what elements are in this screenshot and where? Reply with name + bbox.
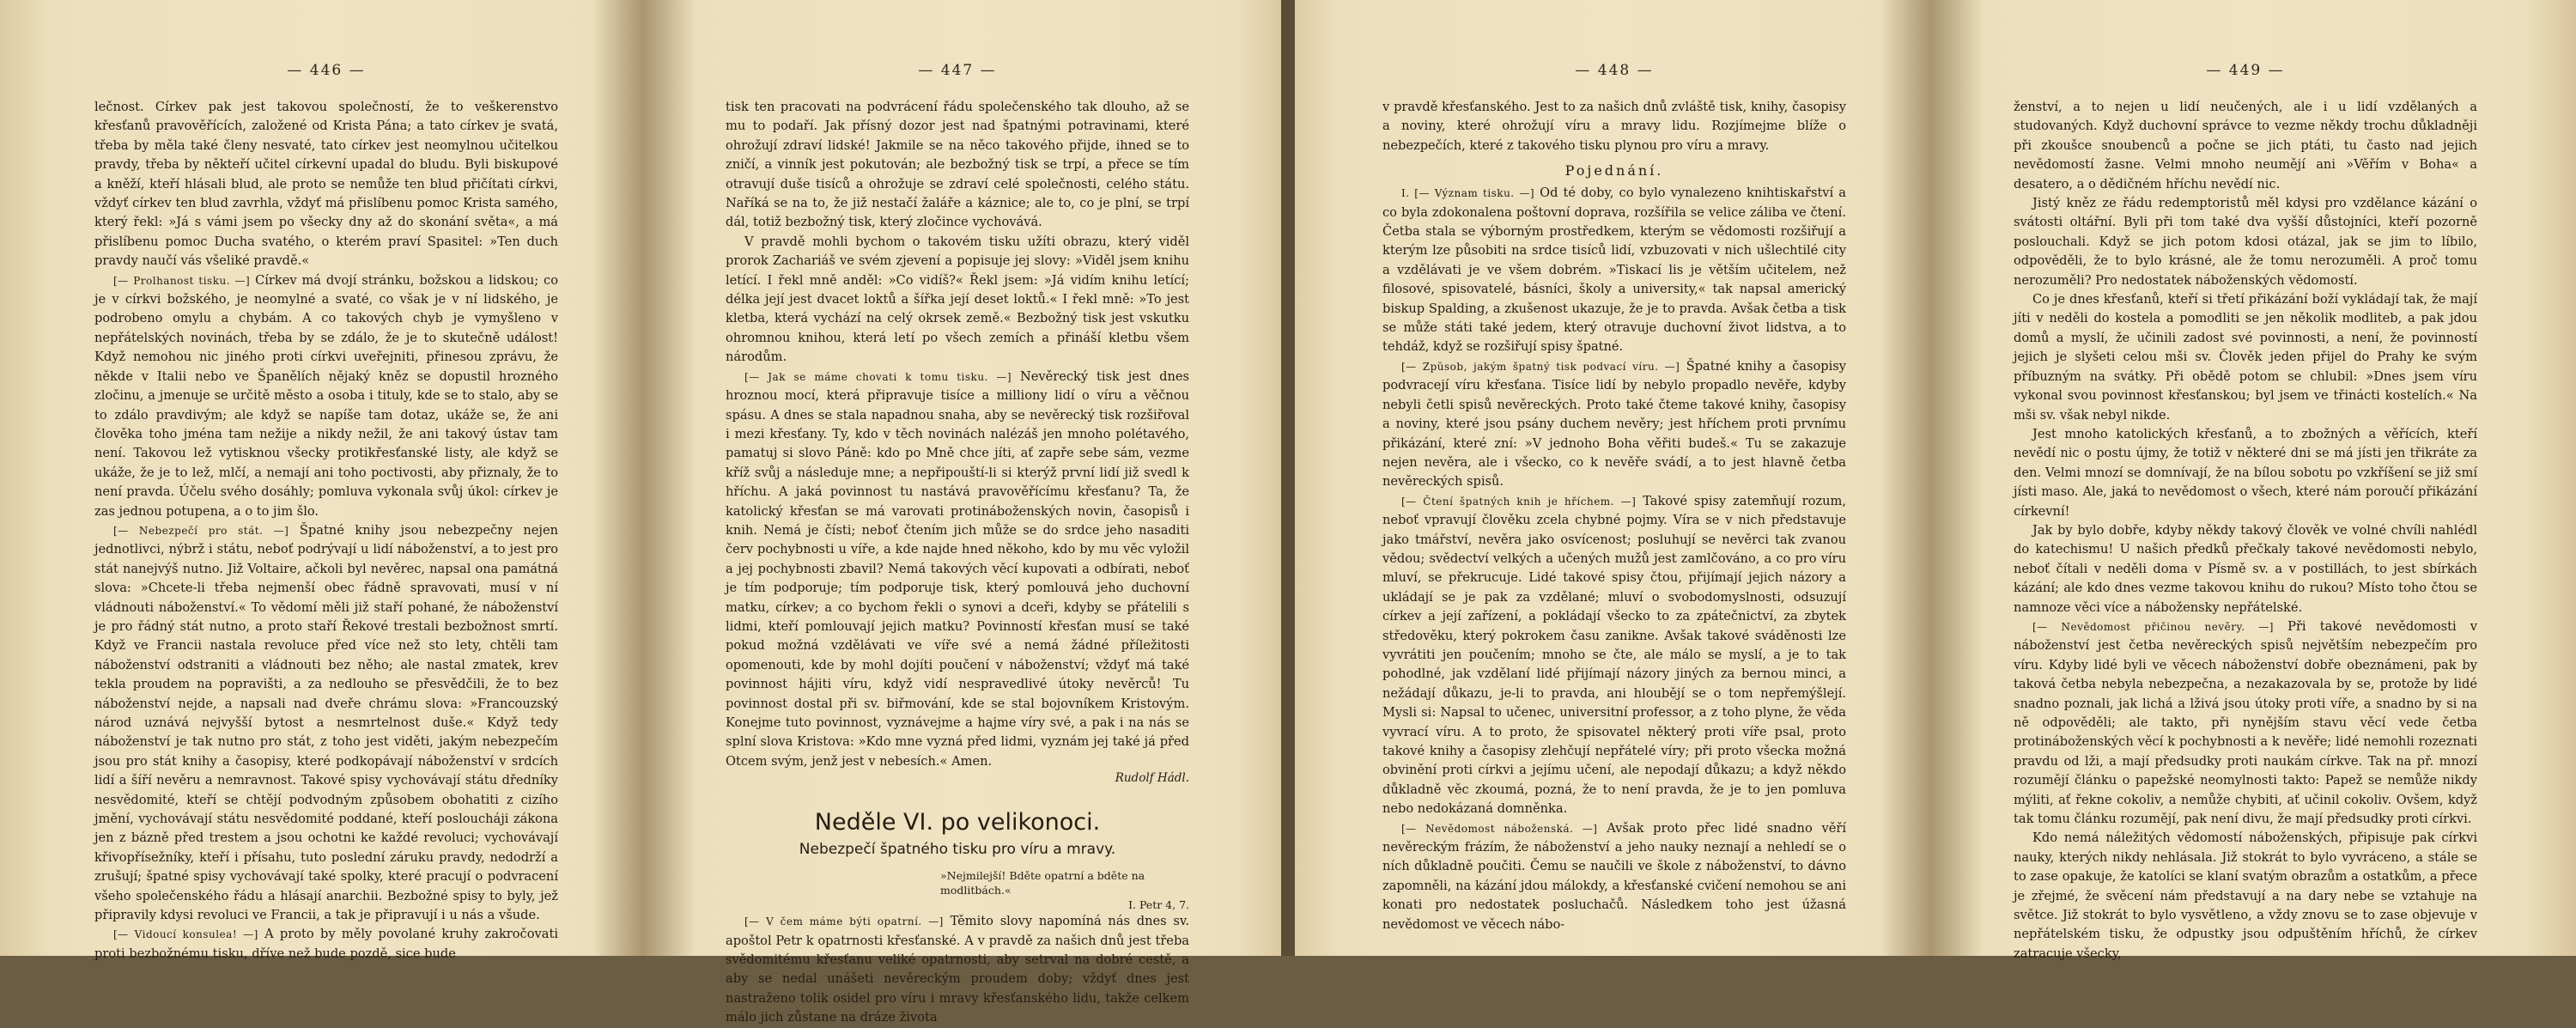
paragraph-with-marginal-heading [94, 925, 558, 964]
motto-quote [940, 868, 1189, 912]
page-449 [1932, 0, 2576, 961]
paragraph-text: Takové spisy zatemňují rozum, neboť vpravují člověku zcela chybné pojmy. Víra se v nich představuje jako tmářství, nevěra jako osvícenost; posluhují se nevěrci tak zvanou vědou; svědectví velkých a učených mužů jest zamlčováno, a co pro víru mluví, se překrucuje. Lidé takové spisy čtou, přijímají jejich názory a ukládají se je pak za vzdělané; mluví o svobodomyslnosti, odsuzují církev a její zařízení, a pokládají všecko to za zpátečnictví, za zbytek středověku, který pokrokem času zanikne. Avšak takové sváděnosti lze vyvrátiti jen poučením; mnoho se čte, ale málo se myslí, a je to tak pohodlné, jak vzdělaní lidé přijímají názory jiných za bernou minci, a nežádají důkazu, je-li to pravda, ani hloubějí se o tom nepřemýšlejí. Mysli si: Napsal to učenec, universitní professor, a z toho plyne, že věda vyvrací víru. A to proto, že spisovatel některý proti víře psal, proto takové knihy a časopisy zlehčují nepřátelé víry; při proto všecka možná obvinění proti církvi a jejímu učení, ale nepodají důkazu; a když někdo důkladně věc zkoumá, pozná, že to není pravda, že je to jen pomluva nebo nedokázaná domněnka. [1382, 493, 1847, 817]
page-number: — 448 — [1575, 62, 1654, 79]
paragraph-with-marginal-heading [1382, 357, 1846, 492]
paragraph-text: A proto by měly povolané kruhy zakročovati proti bezbožnému tisku, dříve než bude pozdě, sice bude [94, 927, 558, 961]
paragraph: Jak by bylo dobře, kdyby někdy takový člověk ve volné chvíli nahlédl do katechismu! U našich předků přečkaly takové nevědomosti nebylo, neboť čítali v neděli doma v Písmě sv. a v postillách, to jest sbírkách kázání; ale kdo dnes vezme takovou knihu do rukou? Místo toho čtou se namnoze věci více a nábožensky nepřátelské. [2014, 522, 2477, 615]
paragraph-text: Špatné knihy jsou nebezpečny nejen jednotlivci, nýbrž i státu, neboť podrývají u lidí náboženství, a to jest pro stát nanejvýš nutno. Již Voltaire, ačkoli byl nevěrec, napsal ona památná slova: »Chcete-li třeba nejmenší obec řádně spravovati, musí v ní vládnouti náboženství.« To vědomí měli již staří pohané, že náboženství je pro řádný stát nutno, a proto staří Řekové trestali bezbožnost smrtí. Když ve Francii nastala revoluce před více než sto lety, chtěli tam náboženství odstraniti a vládnouti bez něho; ale nastal zmatek, krev tekla proudem na popravišti, a za nedlouho se přesvědčili, že to bez náboženství nejde, a napsali nad dveře chrámu slova: »Francouzský národ uznává nejvyšší bytost a nesmrtelnost duše.« Když tedy náboženství je tak nutno pro stát, z toho jest viděti, jakým nebezpečím jsou pro stát knihy a časopisy, které podkopávají náboženství v srdcích lidí a šíří nevěru a nemravnost. Takové spisy vychovávají státu dředníky nesvědomité, kteří se chtějí podvodným způsobem obohatiti z cizího jmění, vychovávají státu nesvědomité poddané, kteří posloucháji zákona jen z bázně před trestem a jsou ochotni ke každé revoluci; vychovávají křivopřísežníky, kteří i přísahu, tuto poslední záruku pravdy, nedodrží a zrušují; špatné spisy vychovávají také spolky, které pracují o podvracení všeho společenského řádu a hlásají anarchii. Bezbožné spisy to byly, jež připravily kdysi revoluci ve Francii, a tak je připravují i u nás a všude. [94, 522, 558, 923]
book-spread-right [1288, 0, 2576, 961]
paragraph-with-marginal-heading [726, 912, 1189, 1027]
paragraph-with-marginal-heading [726, 368, 1189, 772]
paragraph-with-marginal-heading [2014, 617, 2477, 829]
marginal-heading: [— V čem máme býti opatrní. —] [744, 915, 944, 928]
marginal-heading: [— Prolhanost tisku. —] [113, 274, 251, 287]
page-number: — 447 — [918, 62, 997, 79]
paragraph-text: Avšak proto přec lidé snadno věří nevěreckým frázím, že náboženství a jeho nauky neznají a nehledí se o ních důkladně poučiti. Čemu se naučili ve škole z náboženství, to dávno zapomněli, na kázání jdou málokdy, a křesťanské cvičení nemohou se ani konati pro nedostatek posluchačů. Následkem toho jest úžasná nevědomost ve věcech nábo- [1382, 820, 1846, 932]
gutter-shadow [1880, 0, 1932, 956]
marginal-heading: [— Jak se máme chovati k tomu tisku. —] [744, 370, 1012, 383]
gutter-shadow [644, 0, 696, 956]
marginal-heading: [— Nevědomost přičinou nevěry. —] [2032, 620, 2274, 633]
paragraph: ženství, a to nejen u lidí neučených, ale i u lidí vzdělaných a studovaných. Když duchovní správce to vezme někdy trochu důkladněji při zkoušce snoubenců a počne se jich ptáti, tu často nad jejich nevědomostí žasne. Velmi mnoho neumějí ani »Věřím v Boha« a desatero, a o dědičném hříchu nevědí nic. [2014, 100, 2477, 192]
paragraph-with-marginal-heading [94, 521, 558, 926]
marginal-heading: [— Vidoucí konsulea! —] [113, 928, 258, 941]
page-number: — 449 — [2206, 62, 2285, 79]
motto-text: »Nejmilejší! Bděte opatrní a bděte na modlitbách.« [940, 869, 1145, 897]
paragraph-text: Těmito slovy napomíná nás dnes sv. apoštol Petr k opatrnosti křesťanské. A v pravdě za našich dnů jest třeba svědomitému křesťanu veliké opatrnosti, aby setrval na dobré cestě, a aby se nedal unášeti nevěreckým proudem doby; vždyť dnes jest nastraženo tolik osidel pro víru i mravy křesťanského lidu, takže celkem málo jich zůstane na dráze života [726, 914, 1189, 1025]
page-447 [644, 0, 1288, 1025]
paragraph: v pravdě křesťanského. Jest to za našich dnů zvláště tisk, knihy, časopisy a noviny, které ohrožují víru a mravy lidu. Rozjímejme blíže o nebezpečích, které z takového tisku plynou pro víru a mravy. [1382, 100, 1846, 153]
sermon-title: Neděle VI. po velikonoci. [814, 809, 1101, 836]
paragraph-text: Špatné knihy a časopisy podvracejí víru křesťana. Tisíce lidí by nebylo propadlo nevěře, kdyby nebyli četli spisů nevěreckých. Proto také čteme takové knihy, časopisy a noviny, které jsou psány duchem nevěry; jest hříchem proti prvnímu přikázání, které zní: »V jednoho Boha věřiti budeš.« Tu se zakazuje nejen nevěra, ale i všecko, co k nevěře svádí, a to jest hlavně četba nevěreckých spisů. [1382, 358, 1847, 490]
page-number: — 446 — [287, 62, 366, 79]
paragraph: V pravdě mohli bychom o takovém tisku užíti obrazu, který viděl prorok Zachariáš ve svém zjevení a popisuje jej slovy: »Viděl jsem knihu letící. I řekl mně anděl: »Co vidíš?« Řekl jsem: »Já vidím knihu letící; délka její jest dvacet loktů a šířka její deset loktů.« I řekl mně: »To jest kletba, která vychází na celý okrsek země.« Bezbožný tisk jest vskutku ohromnou knihou, která letí po všech zemích a přináší kletbu všem národům. [726, 234, 1189, 365]
marginal-heading: I. [— Význam tisku. —] [1401, 187, 1535, 200]
paragraph: Jistý kněz ze řádu redemptoristů měl kdysi pro vzdělance kázání o svátosti oltářní. Byli při tom také dva vyšší důstojníci, kteří pozorně poslouchali. Když se jich potom kdosi otázal, jak se jim to líbilo, odpověděli, že to bylo krásné, ale že tomu nerozuměli. A proč tomu nerozuměli? Pro nedostatek náboženských vědomostí. [2014, 196, 2477, 288]
paragraph-with-marginal-heading [1382, 819, 1846, 934]
page-text-block [726, 62, 1189, 1028]
paragraph: Kdo nemá náležitých vědomostí náboženských, připisuje pak církvi nauky, kterých nikdy nehlásala. Již stokrát to bylo vyvráceno, a stále se to zase opakuje, že katolíci se klaní svatým obrazům a ostatkům, a přece je zřejmé, že svěcení nám představují a na dary nebe se vztahuje na světce. Již stokrát to bylo vysvětleno, a vždy znovu se to zase objevuje v nepřátelském tisku, že odpustky jsou odpuštěním hříchů, že církev zatracuje všecky, [2014, 830, 2477, 961]
paragraph: lečnost. Církev pak jest takovou společností, že to veškerenstvo křesťanů pravověřících, založené od Krista Pána; a tato církev je svatá, třeba by měla také členy nesvaté, tato církev jest neomylnou učitelkou pravdy, třeba by někteří učitel církevní upadal do bludu. Byli biskupové a kněží, kteří hlásali blud, ale proto se nemůže ten blud přičítati církvi, vždyť církev ten blud zavrhla, vždyť má přislíbenu pomoc Krista samého, který řekl: »Já s vámi jsem po všecky dny až do skonání světa«, a má přislíbenu pomoc Ducha svatého, o kterém praví Spasitel: »Ten duch pravdy naučí vás všeliké pravdě.« [94, 100, 558, 269]
marginal-heading: [— Zpŭsob, jakým špatný tisk podvací víru. —] [1401, 360, 1680, 373]
book-separator [1281, 0, 1295, 956]
paragraph-text: Církev má dvojí stránku, božskou a lidskou; co je v církvi božského, je neomylné a svaté, co však je v ní lidského, je podrobeno omylu a chybám. A co takových chyb je vymyšleno v nepřátelských novinách, třeba by se zdálo, že je to skutečně událost! Když nemohou nic jiného proti církvi uveřejniti, přinesou zprávu, že někde v Italii nebo ve Španělích nějaký kněz se dopustil hrozného zločinu, a jmenuje se určitě město a osoba i tituly, kde se to stalo, aby se to zdálo pravdivým; ale když se napíše tam dotaz, ukáže se, že ani člověka toho jména tam nežije a nikdy nežil, že ani takový ústav tam není. Takovou lež vytisknou všecky protikřesťanské listy, ale když se ukáže, že je to lež, mlčí, a nemají ani toho poctivosti, aby přiznaly, že to není pravda. Účelu svého dosáhly; pomluva vykonala svůj úkol: církev je zas jednou potupena, a o to jim šlo. [94, 272, 558, 519]
section-title: Pojednání. [1564, 162, 1664, 179]
paragraph-with-marginal-heading [1382, 492, 1846, 819]
page-446 [0, 0, 644, 961]
paragraph-text: Nevěrecký tisk jest dnes hroznou mocí, která připravuje tisíce a milliony lidí o víru a věčnou spásu. A dnes se stala napadnou snaha, aby se nevěrecký tisk rozšiřoval i mezi křesťany. Ty, kdo v těch novinách nalézáš jen mnoho polétavého, pamatuj si slovo Páně: kdo po Mně chce jíti, ať zapře sebe sám, vezme kříž svůj a následuje mne; a nepřipouští-li si kterýž první lidí již svedl k hříchu. A jaká povinnost tu nastává pravověřícímu křesťanu? Ta, že katolický křesťan se má varovati protináboženských novin, časopisů i knih. Nemá je čísti; neboť čtením jich může se do srdce jeho nasaditi červ pochybnosti u víře, a kde najde hned někoho, kdo by mu věc vyložil a jej pochybnosti zbavil? Nemá takových věcí kupovati a odbírati, neboť je tím podporuje; tím podporuje tisk, který pomlouvá jeho duchovní matku, církev; a co bychom řekli o synovi a dceři, kdyby se přátelili s lidmi, kteří pomlouvají jejich matku? Povinností křesťan musí se také pokud možná vzdělávati ve víře své a nemá žádné příležitosti opomenouti, kde by mohl dojíti poučení v náboženství; vždyť má také povinnost hájiti víru, když vidí nespravedlivé útoky nevěrců! Tu povinnost dostal při sv. biřmování, kde se stal bojovníkem Kristovým. Konejme tuto povinnost, vyznávejme a hajme víry své, a pak i na nás se splní slova Kristova: »Kdo mne vyzná před lidmi, vyznám jej také já před Otcem svým, jenž jest v nebesích.« Amen. [726, 368, 1189, 769]
marginal-heading: [— Čtení špatných knih je hříchem. —] [1401, 495, 1637, 508]
page-448 [1288, 0, 1932, 956]
paragraph-text: Při takové nevědomosti v náboženství jest četba nevěreckých spisů největším nebezpečím pro víru. Kdyby lidé byli ve věcech náboženství dobře obeznámeni, pak by taková četba nebyla nebezpečna, a nezakazovala by se, protože by lidé snadno poznali, jak lichá a lživá jsou útoky proti víře, a snadno by si na ně odpověděli; ale takto, při nynějším stavu věcí vede četba protináboženských věcí k pochybnosti a k nevěře; lidé nemohli rozeznati pravdu od lži, a mají předsudky proti naukám církve. Tak na př. mnozí rozumějí článku o papežské neomylnosti takto: Papež se nemůže nikdy mýliti, ať řekne cokoliv, a nemůže chybiti, ať učinil cokoliv. Ovšem, když tak tomu článku rozumějí, pak není divu, že mají předsudky proti církvi. [2014, 618, 2477, 827]
sermon-subtitle: Nebezpečí špatného tisku pro víru a mravy. [799, 841, 1116, 859]
book-spread-left [0, 0, 1288, 1025]
motto-reference: I. Petr 4, 7. [1128, 898, 1189, 912]
marginal-heading: [— Nevědomost náboženská. —] [1401, 822, 1598, 835]
marginal-heading: [— Nebezpečí pro stát. —] [113, 524, 289, 537]
paragraph: Co je dnes křesťanů, kteří si třetí přikázání boží vykládají tak, že mají jíti v neděli do kostela a pomodliti se jen několik modliteb, a pak jdou domů a myslí, že učinili zadost své povinnosti, a není, že povinností jejich je slyšeti celou mši sv. Člověk jeden přijel do Prahy ke svým příbuzným na svátky. Při obědě potom se chlubil: »Dnes jsem víru vykonal svou povinnost křesťanskou; byl jsem ve třinácti kostelích.« Na mši sv. však nebyl nikde. [2014, 292, 2477, 423]
paragraph: Jest mnoho katolických křesťanů, a to zbožných a věřících, kteří nevědí nic o postu újmy, že totiž v některé dni se má jísti jen třikráte za den. Velmi mnozí se domnívají, že na bílou sobotu po vzkříšení se již smí jísti maso. Ale, jaká to nevědomost o všech, které nám poroučí přikázání církevní! [2014, 426, 2477, 519]
paragraph: tisk ten pracovati na podvrácení řádu společenského tak dlouho, až se mu to podaří. Jak přísný dozor jest nad špatnými potravinami, které ohrožují zdraví lidské! Jakmile se na něco takového přijde, ihned se to zničí, a vinník jest pokutován; ale bezbožný tisk se trpí, a přece se tím otravují duše tisíců a ohrožuje se zdraví celé společnosti, celého státu. Naříká se na to, že již nestačí žaláře a káznice; ale to, co je plní, se trpí dál, totiž bezbožný tisk, který zločince vychovává. [726, 100, 1189, 230]
paragraph-with-marginal-heading [94, 271, 558, 521]
page-text-block [2014, 62, 2477, 964]
gutter-shadow [1932, 0, 1984, 956]
page-text-block [1382, 62, 1846, 934]
page-text-block [94, 62, 558, 964]
paragraph-with-marginal-heading [1382, 184, 1846, 357]
paragraph-text: Od té doby, co bylo vynalezeno knihtiskařství a co byla zdokonalena poštovní doprava, rozšířila se velice záliba ve čtení. Četba stala se výborným prostředkem, kterým se vědomosti rozšiřují a kterým lze působiti na srdce tisíců lidí, vzbuzovati v nich ušlechtilé city a vzdělávati je ve všem dobrém. »Tiskací lis je větším učitelem, než filosové, spisovatelé, básníci, školy a university,« tak napsal americký biskup Spalding, a zkušenost ukazuje, že je to pravda. Avšak četba a tisk se může státi také jedem, který otravuje duchovní život lidstva, a to tehdáž, když se rozšiřují spisy špatné. [1382, 186, 1846, 355]
gutter-shadow [592, 0, 644, 956]
author-signature: Rudolf Hádl. [1115, 771, 1189, 786]
